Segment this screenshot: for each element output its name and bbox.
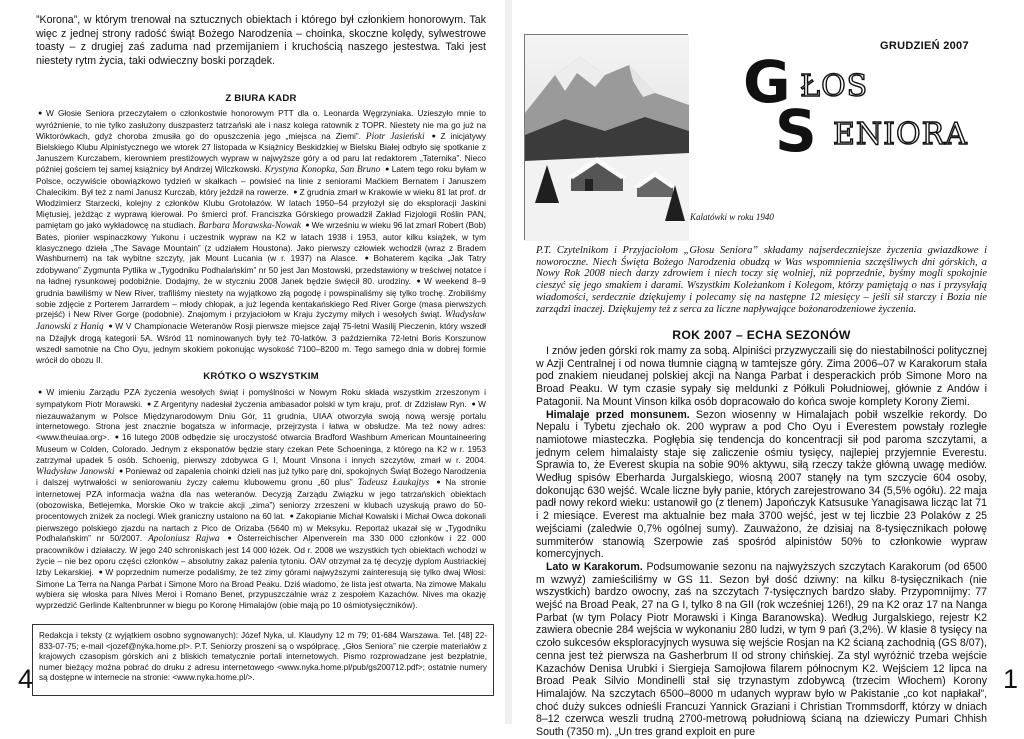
page-number-right: 1 <box>1002 664 1018 694</box>
news-item-text: W Głosie Seniora przeczytałem o członkostwie honorowym PTT dla o. Leonarda Węgrzyniaka. Uzieszyło mnie to wyróżnienie, to nie tylko zasłużony duszpasterz tatrzański ale i nasz kolega ratownik z TOPR. Niestety nie ma go już na Wiktorówkach, gdyż choroba zmusiła go do opuszczenia jego „miejsca na Ziemi”. <box>36 108 486 141</box>
news-item-signature: Piotr Jasieński <box>365 131 430 142</box>
photo-caption: Kalatówki w roku 1940 <box>690 212 774 222</box>
bullet-icon: ● <box>38 110 45 117</box>
logo-text-eniora: ENIORA <box>833 117 968 152</box>
news-item-text: Österreichischer Alpenverein ma 330 000 członków i 22 000 pracowników i działaczy. W jego 240 schroniskach jest 14 000 łóżek. Od r. 2008 we wszystkich tych obiektach wchodzi w życie – nie bez oporu części członków – absolutny zakaz palenia tytoniu. ÖAV otrzymał za tę decyzję dyplom Austriackiej Izby Lekarskiej. <box>36 533 486 577</box>
article-subheading: Himalaje przed monsunem. <box>546 408 690 421</box>
article-paragraph-text: Sezon wiosenny w Himalajach pobił wszelkie rekordy. Do Nepalu i Tybetu zjechało ok. 200 wypraw a pod Cho Oyu i Everestem powstały rozległe namiotowe miasteczka. Pogłębia się tendencja do koncentracji sił pod paroma szczytami, a jednym celem himalaisty staje się zaliczenie ośmiu tysięcy, najlepiej przyjemnie Everestu. Sprawia to, że Everest skupia na sobie 90% aktywu, siłą rzeczy także główną uwagę mediów. Według spisów Eberharda Jurgalskiego, wiosną 2007 stanęły na tym szczycie 604 osoby, dokonując 630 wejść. Wcale liczne były panie, których zarejestrowano 34 (5,5% ogółu). 22 maja padł nowy rekord wieku: ustanowił go (z tlenem) Japończyk Katsusuke Yanagisawa licząc lat 71 i 2 miesiące. Everest ma aktualnie bez mała 3700 wejść, jest w tej liczbie 23 Polaków z 25 wejściami (zaledwie 0,7% ogólnej sumy). Zauważono, że dzisiaj na 8-tysięcznikach połowę summiterów stanowią Szerpowie zaś spośród alpinistów 50% to członkowie wypraw komercyjnych. <box>536 408 987 561</box>
bullet-icon: ● <box>38 389 45 396</box>
article-paragraph: I znów jeden górski rok mamy za sobą. Alpiniści przyzwyczaili się do niestabilności politycznej w Azji Centralnej i od nowa tłumnie ciągną w tamtejsze góry. Zima 2006–07 w Karakorum stała pod znakiem nieudanej polskiej akcji na Nanga Parbat i desperackich prób Simone Moro na Broad Peaku. W tym czasie sypały się meldunki z Półkuli Południowej, głównie z Andów i Patagonii. Na Mount Vinson kilka osób dopracowało do końca swoje komplety Korony Ziemi. <box>536 345 987 408</box>
news-item-signature: Apoloniusz Rajwa <box>148 534 226 545</box>
news-item-text: W weekend 8–9 grudnia bawiliśmy w New River, trafiliśmy niestety na wyjątkowo złą pogodę i powspinaliśmy się tylko trochę. Zrobiliśmy sobie zdjęcie z Porterem Jarrardem – młody chłopak, a już legenda kentakańskiego Red River Gorge (masa pierwszych przejść) i New River Gorge (podobnie). Znajomym i przyjaciołom w Kraju życzymy miłych i wesołych świąt. <box>36 275 486 320</box>
holiday-wishes: P.T. Czytelnikom i Przyjaciołom „Głosu Seniora” składamy najserdeczniejsze życzenia gwiazdkowe i noworoczne. Niech Święta Bożego Narodzenia obudzą w Was wspomnienia szczęśliwych dni górskich, a Nowy Rok 2008 niech darzy zdrowiem i niech toczy się wolniej, niż poprzednie, byśmy mogli spokojnie cieszyć się jego smakiem i darami. Wszystkim Koleżankom i Kolegom, którzy pamiętają o nas i przysyłają wiadomości, serdecznie dziękujemy i polecamy się na następne 12 miesięcy – jeśli sił starczy i Bozia nie zarządzi inaczej. Dziękujemy też z serca za liczne napływające bożonarodzeniowe życzenia. <box>536 245 987 315</box>
issue-date: GRUDZIEŃ 2007 <box>880 40 969 52</box>
article-title: ROK 2007 – ECHA SEZONÓW <box>672 328 851 342</box>
logo-letter-g: G <box>743 48 791 116</box>
bullet-icon: ● <box>416 277 422 285</box>
bullet-icon: ● <box>431 132 439 140</box>
news-item-text: Z grudnia zmarł w Krakowie w wieku 81 lat prof. dr Włodzimierz Starzecki, kolejny z członków Klubu Grotołazów. W latach 1950–54 przyłożył się do eksploracji Jaskini Miętusiej, jeżdżąc z wyprawą kierował. Po śmierci prof. Franciszka Górskiego prowadził Zakład Fizjologii Roślin PAN, pamiętam go jako wykładowcę na studiach. <box>36 186 486 230</box>
news-item-text: Bohaterem kącika „Jak Tatry zdobywano” Zygmunta Pytlika w „Tygodniku Podhalańskim” nr 50 jest Jan Mostowski, przedstawiony w treściwej notatce i na ładnej rysunkowej podobiźnie. Dodajmy, że w styczniu 2008 Janek będzie święcił 80. urodziny. <box>36 253 486 286</box>
news-item-text: 16 lutego 2008 odbędzie się uroczystość otwarcia Bradford Washburn American Mountaineering Museum w Colden, Colorado. Jednym z eksponatów będzie stary czekan Pete Schoeninga, z którego na K2 w r. 1953 zatrzymał upadek 5 osób. Schoenig, pierwszy zdobywca G I, Mount Vinsona i innych szczytów, zmarł w r. 2004. <box>36 432 487 465</box>
bullet-icon: ● <box>471 400 477 408</box>
news-item-text: W V Championacie Weteranów Rosji pierwsze miejsce zajął 75-letni Wasilij Pieczenin, który wszedł na Dżajlyk drogą kategorii 5A. Wśród 11 nominowanych były też 70-latków. 3 października 72-letni Boris Korszunow wszedł samotnie na Cho Oyu, jednym skokiem pokonując wysokość 7100–8200 m. Tego samego dnia w dobrej formie wrócił do obozu II. <box>36 321 486 365</box>
bullet-icon: ● <box>385 165 390 173</box>
article-subheading: Lato w Karakorum. <box>546 560 643 573</box>
bullet-icon: ● <box>114 434 120 442</box>
news-item-signature: Barbara Morawska-Nowak <box>198 220 304 231</box>
section-krotko-text <box>36 387 486 612</box>
bullet-icon: ● <box>147 400 152 408</box>
bullet-icon: ● <box>364 255 372 263</box>
logo-letter-s: S <box>775 97 817 165</box>
bullet-icon: ● <box>436 479 444 487</box>
news-item-text: We wrześniu w wieku 96 lat zmarł Robert (Bob) Bates, pionier wspinaczkowy Yukonu i uczestnik wypraw na K2 w latach 1938 i 1953, autor kilku książek, w tym klasycznego dzieła „The Savage Mountain” (z udziałem Houstona). Jako pierwszy człowiek wchodził (wraz z Bradem Washburnem) na tak wybitne szczyty, jak Mount Lucania (w r. 1937) na Alasce. <box>36 219 486 264</box>
page-gutter <box>505 0 512 724</box>
news-item-text: W imieniu Zarządu PZA życzenia wesołych świąt i pomyślności w Nowym Roku składa wszystkim zrzeszonym i sympatykom Piotr Morawski. <box>36 387 486 409</box>
news-item-text: Z inicjatywy Bielskiego Klubu Alpinistycznego we wtorek 27 listopada w Książnicy Beskidzkiej w Bielsku Białej odbyło się spotkanie z Januszem Kurczabem, kierowniem prestiżowych wypraw w najwyższe góry a od paru lat redaktorem „Taternika”. Nieco później gościem tej samej książnicy był Andrzej Wilczkowski. <box>36 130 487 174</box>
section-heading-krotko: KRÓTKO O WSZYSTKIM <box>203 371 319 382</box>
article-paragraph-text: Podsumowanie sezonu na najwyższych szczytach Karakorum (od 6500 m wzwyż) zamieściliśmy w GS 11. Sezon był dość dziwny: na kilku 8-tysięcznikach (nie wszystkich) bardzo owocny, zaś na szczytach 7-tysięcznych bardzo słaby. Przypomnijmy: 77 wejść na Broad Peak, 27 na G I, tylko 8 na GII (rok wcześniej 126!), 29 na K2 oraz 17 na Nanga Parbat (w tym Polacy Piotr Morawski i Kinga Baranowska). Według Jurgalskiego, rejestr K2 zawiera obecnie 284 wejścia w wykonaniu 280 ludzi, w tym 9 pań (3,2%). W klasie 8 tysięcy na czoło sukcesów eksploracyjnych wysuwa się wejście Rosjan na K2 ścianą zachodnią (GS 8/07), cenna jest też pierwsza na Gasherbrum II od strony chińskiej. Za styl wyróżnić trzeba wejście Kazachów Denisa Urubki i Siergieja Samojłowa filarem północnym K2. Wejściem 12 lipca na Broad Peak Silvio Mondinelli stał się trzynastym zdobywcą (trzecim Włochem) Korony Himalajów. Na szczytach 6500–8000 m udanych wypraw było w Pakistanie „co kot napłakał”, choć duży sukces odnieśli Francuzi Yannick Graziani i Christian Trommsdorff, którzy w dniach 8–12 czerwca weszli trudną 2700-metrową południową ścianą na dziewiczy Pumari Chhish South (7350 m). „Un tres grand exploit en pure <box>536 560 987 739</box>
section-biura-kadr-text <box>36 108 487 365</box>
article-paragraph <box>536 561 987 739</box>
editorial-info-box: Redakcja i teksty (z wyjątkiem osobno sygnowanych): Józef Nyka, ul. Klaudyny 12 m 79; 01-684 Warszawa. Tel. [48] 22-833-07-75; e-mail <jozef@nyka.home.pl>. P.T. Seniorzy proszeni są o współpracę. „Głos Seniora” nie czerpie materiałów z krajowych czasopism górskich ani z bliskich tematycznie portali internetowych. Pismo rozprowadzane jest bezpłatnie, numer bieżący można pobrać do druku z adresu internetowego <www.nyka.home.pl/pub/gs200712.pdf>; ostatnie numery są dostępne w internecie na stronie: <www.nyka.home.pl/>. <box>32 624 494 696</box>
news-item-text: Z Argentyny nadesłał życzenia ambasador polski w tym kraju, prof. dr Zdzisław Ryn. <box>153 398 470 409</box>
news-item-signature: Tadeusz Łaukajtys <box>357 478 435 489</box>
page-number-left: 4 <box>18 664 34 694</box>
article-paragraph <box>536 409 987 561</box>
section-heading-biura-kadr: Z BIURA KADR <box>225 93 297 104</box>
winter-mountain-photo <box>524 34 688 240</box>
bullet-icon: ● <box>98 568 104 576</box>
news-item-signature: Krystyna Konopka, San Bruno <box>264 164 384 175</box>
bullet-icon: ● <box>305 221 310 229</box>
news-item-text: W poprzednim numerze podaliśmy, że też zimy górami najwyższymi zainteresują się tylko dwaj Włosi: Simone La Terra na Nanga Parbat i Simone Moro na Broad Peaku. Dziś wiadomo, że lista jest otwarta. Na zimowe Makalu wybiera się włoska para Nives Meroi i Romano Benet, przypuszczalnie wraz z zespołem Kazachów. Nives ma okazję wyprzedzić Gerlinde Kaltenbrunner w biegu po Koronę Himalajów (obie mają po 10 ośmiotysięczników). <box>36 566 487 611</box>
news-item-text: Zakopianie Michał Kowalski i Michał Owca dokonali pierwszego polskiego zjazdu na nartach z Pico de Orizaba (5640 m) w Meksyku. Reportaż ukazał się w „Tygodniku Podhalańskim” nr 50/2007. <box>36 510 486 544</box>
intro-paragraph: ”Korona”, w którym trenował na sztucznych obiektach i którego był członkiem honorowym. Tak więc z jednej strony radość świąt Bożego Narodzenia – choinka, skoczne kolędy, sylwestrowe toasty – z drugiej zaś zaduma nad przemijaniem i kruchością naszego jestestwa. Taki jest niestety rytm życia, taki odwieczny boski porządek. <box>36 14 486 67</box>
bullet-icon: ● <box>293 188 298 196</box>
news-item-text: Ponieważ od zapalenia choinki dzieli nas już tylko parę dni, spokojnych Świąt Bożego Narodzenia i dalszej wytrwałości w seniorowaniu życzy całemu klubowemu gronu „60 plus” <box>36 465 486 488</box>
news-item-text: W niezauważanym w Polsce Międzynarodowym Dniu Gór, 11 grudnia, UIAA otworzyła swoją nową wersję portalu internetowego. Strona jest znacznie bogatsza w informacje, przejrzysta i łatwa w obsłudze. Ma też nowy adres: <www.theuiaa.org>. <box>36 398 486 443</box>
logo-text-los: ŁOS <box>800 69 869 104</box>
article-body <box>536 345 987 739</box>
photo-illustration <box>525 35 689 241</box>
news-item-signature: Władysław Janowski <box>36 466 117 477</box>
news-item-signature: Władysław Janowski z Hanią <box>36 310 486 333</box>
bullet-icon: ● <box>119 467 124 475</box>
news-item-text: Latem tego roku byłam w Polsce, oczywiście obowiązkowo tydzień w skałkach – powisieć na linie z seniorami Maćkiem Bernatem i Januszem Chalecikim. Był też z nami Janusz Kurczab, który jeździł na rowerze. <box>36 163 486 197</box>
news-item-text: Na stronie internetowej PZA informacja ważna dla nas weteranów. Decyzją Zarządu Związku w jego tatrzańskich obiektach (obozowiska, Betlejemka, Morskie Oko w trakcie akcji „zima”) seniorzy zrzeszeni w klubach uzyskują prawo do 50-procentowych zniżek za noclegi. Wiek graniczny ustalono na 60 lat. <box>36 477 486 521</box>
bullet-icon: ● <box>227 535 236 543</box>
bullet-icon: ● <box>289 512 294 520</box>
bullet-icon: ● <box>108 323 114 331</box>
